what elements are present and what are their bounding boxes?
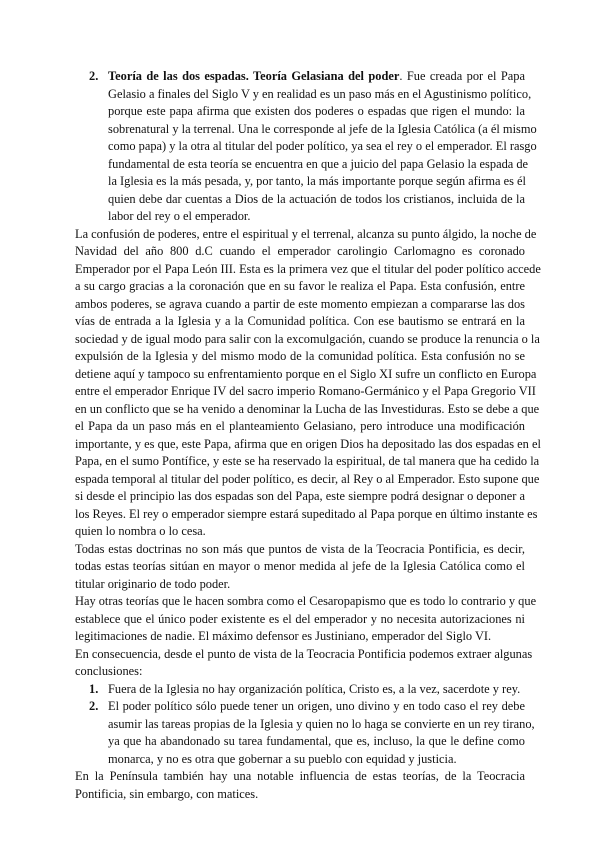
text-line: vías de entrada a la Iglesia y a la Comunidad política. Con ese bautismo se entrará en la [75,314,525,328]
text-line: el Papa da un paso más en el planteamiento Gelasiano, pero introduce una modificación [75,419,525,433]
paragraph [0,768,600,803]
list-number: 1. [89,681,99,696]
text-line: fundamental de esta teoría se encuentra en que a juicio del papa Gelasio la espada de [108,156,529,171]
bold-heading: Teoría de las dos espadas. Teoría Gelasiana del poder [108,69,400,83]
text-line: asumir las tareas propias de la Iglesia y quien no lo haga se convierte en un rey tirano, [108,716,535,731]
text-line: Hay otras teorías que le hacen sombra como el Cesaropapismo que es todo lo contrario y que [75,594,537,608]
text-line: En consecuencia, desde el punto de vista de la Teocracia Pontificia podemos extraer algunas [75,646,533,661]
text-line: Pontificia, sin embargo, con matices. [75,786,259,801]
text-line: Fuera de la Iglesia no hay organización política, Cristo es, a la vez, sacerdote y rey. [108,681,521,696]
text-line: expulsión de la Iglesia y del mismo modo de la comunidad política. Esta confusión no se [75,349,525,363]
text-line: Todas estas doctrinas no son más que puntos de vista de la Teocracia Pontificia, es decir, [75,541,525,556]
list-item [0,68,600,226]
text-line: a su cargo gracias a la coronación que en su favor le realiza el Papa. Esta confusión, entre [75,279,525,293]
text-line: Emperador por el Papa León III. Esta es la primera vez que el titular del poder político accede [75,261,541,276]
text-line: en un conflicto que se ha venido a denominar la Lucha de las Investiduras. Esto se debe a que [75,401,540,416]
text-line [108,68,525,86]
text-line: porque este papa afirma que existen dos poderes o espadas que rigen el mundo: la [108,104,525,118]
text-line: El poder político sólo puede tener un origen, uno divino y en todo caso el rey debe [108,699,525,713]
text-line: conclusiones: [75,664,143,678]
text-line: los Reyes. El rey o emperador siempre estará supeditado al Papa porque en último instante es [75,506,538,521]
text-line: entre el emperador Enrique IV del sacro imperio Romano-Germánico y el Papa Gregorio VII [75,384,536,398]
text-line: ambos poderes, se agrava cuando a partir de este momento empiezan a compararse las dos [75,296,525,311]
list-item [0,681,600,699]
text-line: Navidad del año 800 d.C cuando el emperador carolingio Carlomagno es coronado [75,244,525,258]
paragraph [0,226,600,541]
text-line: labor del rey o el emperador. [108,209,251,223]
text-line: monarca, y no es otra que gobernar a su pueblo con equidad y justicia. [108,751,457,766]
text-line: sobrenatural y la terrenal. Una le corresponde al jefe de la Iglesia Católica (a él mismo [108,121,537,136]
text-line: como papa) y la otra al titular del poder político, ya sea el rey o el emperador. El rasgo [108,139,537,153]
text-line: legitimaciones de nadie. El máximo defensor es Justiniano, emperador del Siglo VI. [75,629,492,643]
text-line: importante, y es que, este Papa, afirma que en origen Dios ha depositado las dos espadas en el [75,436,541,451]
text-line: espada temporal al titular del poder político, es decir, al Rey o al Emperador. Esto supone que [75,471,540,486]
text-line: ya que ha abandonado su tarea fundamental, que es, incluso, la que le define como [108,734,525,748]
text-line: En la Península también hay una notable influencia de estas teorías, de la Teocracia [75,769,525,783]
text-line: Gelasio a finales del Siglo V y en realidad es un paso más en el Agustinismo político, [108,86,532,101]
paragraph [0,541,600,594]
text-line: La confusión de poderes, entre el espiritual y el terrenal, alcanza su punto álgido, la noche de [75,226,537,241]
text-line: sociedad y de igual modo para salir con la excomulgación, cuando se produce la renuncia o la [75,331,540,346]
text-line: quien lo nombra o lo cesa. [75,524,206,538]
text-line: titular originario de todo poder. [75,576,231,591]
text-line: la Iglesia es la más pesada, y, por tanto, la más importante porque según afirma es él [108,174,526,188]
text-line: si desde el principio las dos espadas son del Papa, este siempre podrá designar o deponer a [75,489,525,503]
text-line: detiene aquí y tampoco su enfrentamiento porque en el Siglo XI sufre un conflicto en Europa [75,366,537,381]
text-line: todas estas teorías sitúan en mayor o menor medida al jefe de la Iglesia Católica como el [75,559,525,573]
paragraph [0,646,600,681]
line-text: . Fue creada por el Papa [399,69,525,83]
text-line: establece que el único poder existente es el del emperador y no necesita autorizaciones ni [75,611,525,626]
list-number: 2. [89,699,99,713]
paragraph [0,593,600,646]
text-line: Papa, en el sumo Pontífice, y este se ha reservado la espiritual, de tal manera que ha cedido la [75,454,540,468]
list-item [0,698,600,768]
list-number: 2. [89,69,99,83]
text-line: quien debe dar cuentas a Dios de la actuación de todos los cristianos, incluida de la [108,191,525,206]
document-page [0,68,600,803]
